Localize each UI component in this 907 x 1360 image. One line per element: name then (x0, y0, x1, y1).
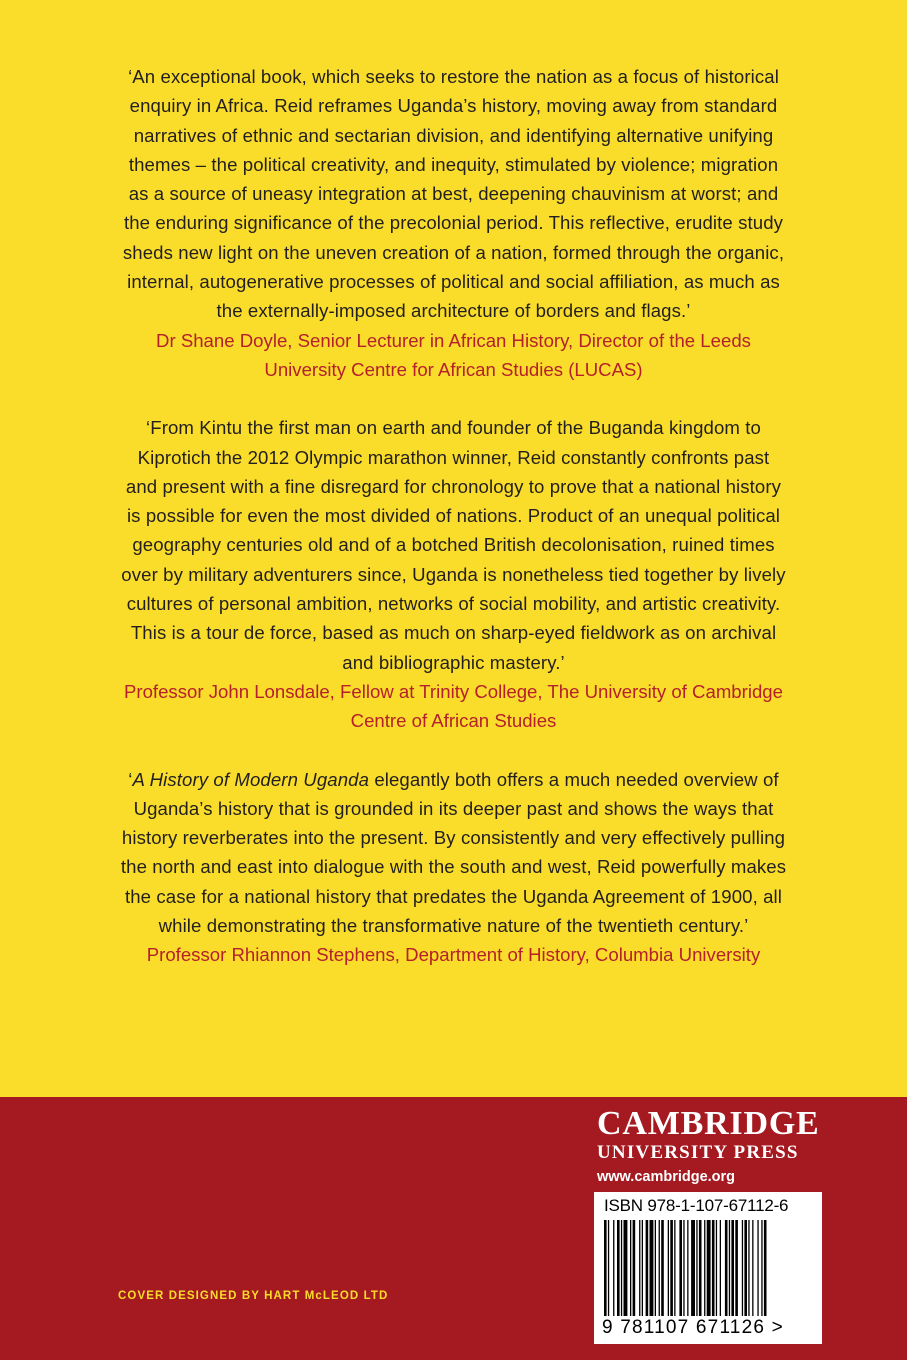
barcode-bar (735, 1220, 738, 1316)
book-title: A History of Modern Uganda (132, 768, 370, 790)
quote-line: the externally-imposed architecture of borders and flags.’ (216, 300, 691, 322)
barcode-bars-icon (604, 1220, 812, 1316)
barcode-bar (655, 1220, 656, 1316)
barcode-bar (699, 1220, 702, 1316)
publisher-press: UNIVERSITY PRESS (597, 1142, 799, 1163)
attribution-line: Centre of African Studies (350, 710, 557, 732)
quote-line: and bibliographic mastery.’ (342, 651, 565, 673)
barcode-bar (633, 1220, 636, 1316)
quote-line: as a source of uneasy integration at best, deepening chauvinism at worst; and (128, 183, 779, 205)
attribution-line: University Centre for African Studies (LUCAS) (264, 358, 643, 380)
barcode-bar (624, 1220, 628, 1316)
quote-line: over by military adventurers since, Uganda is nonetheless tied together by lively (121, 563, 786, 585)
quote-line: Uganda’s history that is grounded in its deeper past and shows the ways that (133, 797, 774, 819)
quote-line: geography centuries old and of a botched British decolonisation, ruined times (132, 534, 775, 556)
attribution-line: Professor John Lonsdale, Fellow at Trinity College, The University of Cambridge (123, 680, 783, 702)
barcode-bar (729, 1220, 730, 1316)
barcode-bar (712, 1220, 715, 1316)
quote-line: ‘From Kintu the first man on earth and founder of the Buganda kingdom to (146, 417, 761, 439)
barcode-bar (621, 1220, 622, 1316)
barcode-bar (679, 1220, 682, 1316)
barcode-bar (761, 1220, 762, 1316)
endorsement-1 (100, 62, 807, 384)
publisher-logo (597, 1106, 827, 1164)
barcode-bar (764, 1220, 767, 1316)
barcode-bar (757, 1220, 758, 1316)
barcode-bar (674, 1220, 675, 1316)
barcode-bar (642, 1220, 643, 1316)
barcode-bar (731, 1220, 734, 1316)
quote-line: Kiprotich the 2012 Olympic marathon winner, Reid constantly confronts past (137, 446, 770, 468)
barcode-bar (716, 1220, 717, 1316)
barcode-bar (707, 1220, 711, 1316)
barcode-bar (683, 1220, 684, 1316)
attribution-line: Dr Shane Doyle, Senior Lecturer in African History, Director of the Leeds (156, 329, 751, 351)
quote-text (100, 413, 807, 677)
barcode-digits: 9 781107 671126 > (602, 1317, 784, 1338)
quote-line: the case for a national history that predates the Uganda Agreement of 1900, all (124, 885, 783, 907)
barcode-bar (646, 1220, 649, 1316)
barcode (594, 1192, 822, 1344)
barcode-bar (687, 1220, 688, 1316)
barcode-bar (639, 1220, 640, 1316)
quote-line: history reverberates into the present. By consistently and very effectively pulling (121, 827, 786, 849)
quote-attribution (100, 677, 807, 736)
quote-line: ‘An exceptional book, which seeks to restore the nation as a focus of historical (128, 66, 779, 87)
quote-line: the enduring significance of the precolonial period. This reflective, erudite study (123, 212, 784, 234)
endorsements (100, 62, 807, 999)
barcode-bar (604, 1220, 607, 1316)
barcode-bar (752, 1220, 753, 1316)
barcode-bar (630, 1220, 631, 1316)
barcode-bar (661, 1220, 664, 1316)
attribution-line: Professor Rhiannon Stephens, Department of History, Columbia University (146, 944, 761, 966)
quote-line: enquiry in Africa. Reid reframes Uganda’s history, moving away from standard (129, 95, 778, 117)
barcode-bar (670, 1220, 673, 1316)
quote-line: This is a tour de force, based as much on sharp-eyed fieldwork as on archival (130, 622, 777, 644)
quote-line: and present with a fine disregard for chronology to prove that a national history (125, 475, 782, 497)
quote-line: the north and east into dialogue with the south and west, Reid powerfully makes (120, 856, 787, 878)
quote-text (100, 765, 807, 941)
barcode-bar (742, 1220, 743, 1316)
quote-line: while demonstrating the transformative nature of the twentieth century.’ (158, 915, 749, 937)
barcode-bar (613, 1220, 614, 1316)
quote-line: narratives of ethnic and sectarian division, and identifying alternative unifying (133, 124, 774, 146)
barcode-bar (725, 1220, 728, 1316)
quote-line: cultures of personal ambition, networks of social mobility, and artistic creativity. (126, 593, 781, 615)
endorsement-2 (100, 413, 807, 735)
barcode-bar (668, 1220, 669, 1316)
barcode-bar (608, 1220, 609, 1316)
cover-credit: COVER DESIGNED BY HART McLEOD LTD (118, 1290, 389, 1302)
quote-attribution (100, 326, 807, 385)
quote-attribution (100, 940, 807, 969)
barcode-bar (617, 1220, 620, 1316)
isbn-label: ISBN 978-1-107-67112-6 (604, 1196, 789, 1215)
barcode-bar (720, 1220, 721, 1316)
quote-line: elegantly both offers a much needed overview of (369, 768, 779, 790)
barcode-bar (744, 1220, 747, 1316)
publisher-website: www.cambridge.org (597, 1169, 736, 1185)
quote-line: is possible for even the most divided of nations. Product of an unequal political (126, 505, 781, 527)
barcode-bar (704, 1220, 705, 1316)
quote-line: internal, autogenerative processes of political and social affiliation, as much as (127, 271, 780, 293)
barcode-bar (696, 1220, 697, 1316)
barcode-bar (691, 1220, 695, 1316)
barcode-bar (748, 1220, 749, 1316)
quote-line: themes – the political creativity, and inequity, stimulated by violence; migration (128, 153, 779, 175)
endorsement-3 (100, 765, 807, 970)
open-quote: ‘ (128, 768, 133, 790)
barcode-bar (659, 1220, 660, 1316)
quote-text (100, 62, 807, 326)
publisher-name: CAMBRIDGE (597, 1105, 820, 1142)
barcode-bar (650, 1220, 654, 1316)
quote-line: sheds new light on the uneven creation of a nation, formed through the organic, (122, 241, 785, 263)
